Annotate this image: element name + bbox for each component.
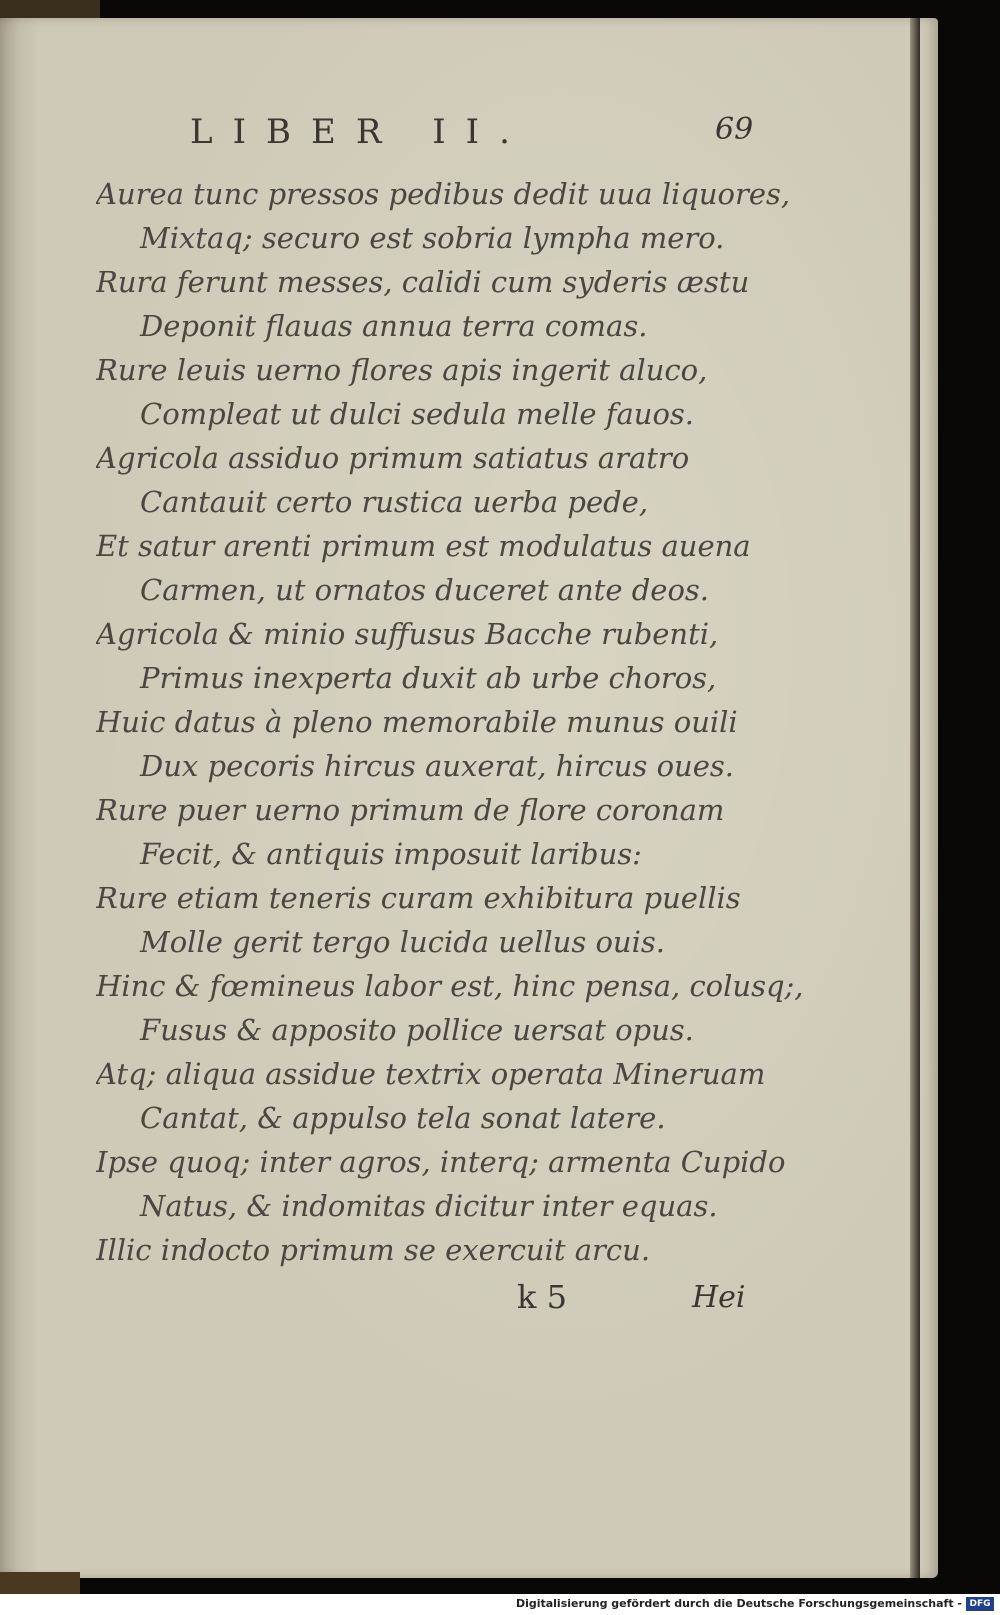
verse-line: Huic datus à pleno memorabile munus ouili [96, 705, 738, 739]
verse-line: Agricola & minio suffusus Bacche rubenti, [96, 617, 719, 651]
footer-credit: Digitalisierung gefördert durch die Deutsche Forschungsgemeinschaft - [515, 1597, 962, 1610]
dfg-logo-icon: DFG [966, 1597, 994, 1611]
book-cover-corner-bottom [0, 1572, 80, 1594]
verse-line: Rure leuis uerno flores apis ingerit aluco, [96, 353, 708, 387]
verse-line: Fusus & apposito pollice uersat opus. [140, 1013, 694, 1047]
verse-line: Ipse quoq; inter agros, interq; armenta Cupido [96, 1145, 786, 1179]
verse-line: Rure puer uerno primum de flore coronam [96, 793, 725, 827]
running-head: LIBER II. [190, 112, 530, 152]
verse-line: Fecit, & antiquis imposuit laribus: [140, 837, 642, 871]
verse-line: Deponit flauas annua terra comas. [140, 309, 648, 343]
verse-line: Dux pecoris hircus auxerat, hircus oues. [140, 749, 734, 783]
page-number: 69 [715, 112, 754, 147]
verse-line: Rura ferunt messes, calidi cum syderis æstu [96, 265, 750, 299]
verse-line: Aurea tunc pressos pedibus dedit uua liquores, [96, 177, 791, 211]
verse-line: Cantat, & appulso tela sonat latere. [140, 1101, 666, 1135]
verse-line: Compleat ut dulci sedula melle fauos. [140, 397, 695, 431]
page-edge [910, 18, 920, 1578]
verse-line: Agricola assiduo primum satiatus aratro [96, 441, 690, 475]
verse-line: Atq; aliqua assidue textrix operata Mineruam [96, 1057, 766, 1091]
verse-line: Rure etiam teneris curam exhibitura puellis [96, 881, 741, 915]
verse-line: Natus, & indomitas dicitur inter equas. [140, 1189, 718, 1223]
verse-line: Hinc & fœmineus labor est, hinc pensa, colusq;, [96, 969, 804, 1003]
catchword: Hei [692, 1280, 746, 1315]
verse-line: Mixtaq; securo est sobria lympha mero. [140, 221, 725, 255]
verse-line: Et satur arenti primum est modulatus auena [96, 529, 751, 563]
verse-block [96, 172, 886, 1272]
verse-line: Molle gerit tergo lucida uellus ouis. [140, 925, 665, 959]
verse-line: Primus inexperta duxit ab urbe choros, [140, 661, 717, 695]
verse-line: Illic indocto primum se exercuit arcu. [96, 1233, 651, 1267]
signature-mark: k 5 [517, 1278, 567, 1316]
verse-line: Carmen, ut ornatos duceret ante deos. [140, 573, 709, 607]
verse-line: Cantauit certo rustica uerba pede, [140, 485, 649, 519]
